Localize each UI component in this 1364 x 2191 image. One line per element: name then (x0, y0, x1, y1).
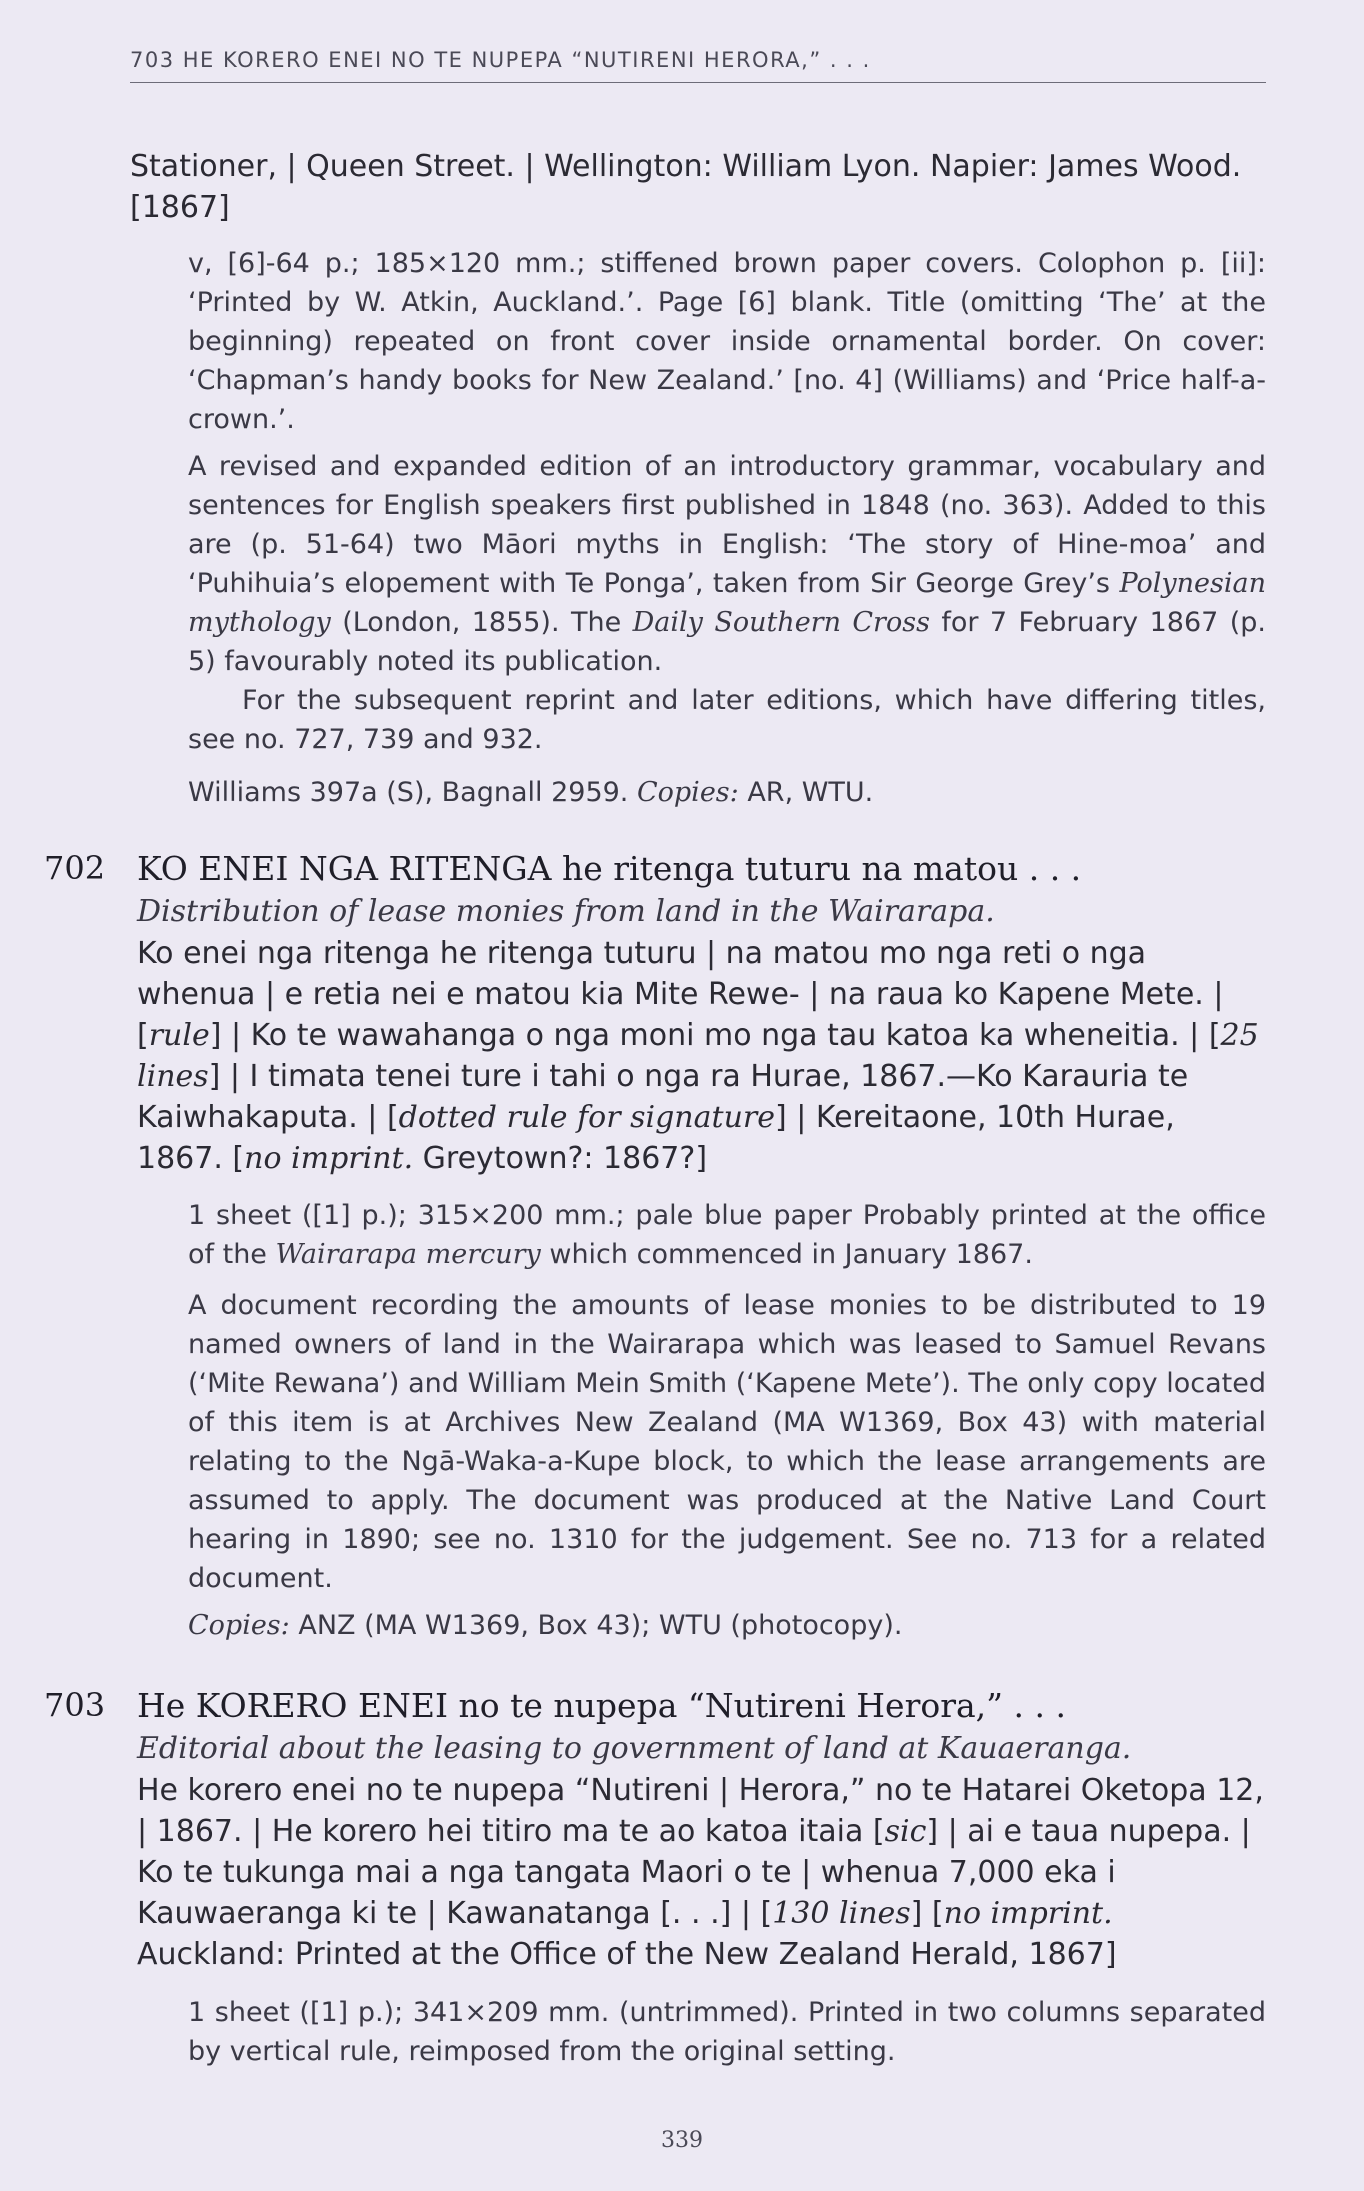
entry-703-description: Editorial about the leasing to government of land at Kauaeranga. (137, 1731, 1132, 1766)
entry-701-continuation: Stationer, | Queen Street. | Wellington: William Lyon. Napier: James Wood. [1867] (130, 149, 1242, 225)
entry-702-physical-description: 1 sheet ([1] p.); 315×200 mm.; pale blue paper Probably printed at the office of the Wairarapa mercury which commenced in January 1867. (188, 1200, 1266, 1270)
entry-702-title: KO ENEI NGA RITENGA he ritenga tuturu na matou . . . (137, 849, 1082, 888)
entry-703-physical-description: 1 sheet ([1] p.); 341×209 mm. (untrimmed). Printed in two columns separated by vertical rule, reimposed from the original setting. (188, 1997, 1266, 2067)
entry-703-transcription: He korero enei no te nupepa “Nutireni | Herora,” no te Hatarei Oketopa 12, | 1867. | He korero hei titiro ma te ao katoa itaia [sic] | ai e taua nupepa. | Ko te tukunga mai a nga tangata Maori o te | whenua 7,000 eka i Kauwaeranga ki te | Kawanatanga [. . .] | [130 lines] [no imprint. Auckland: Printed at the Office of the New Zealand Herald, 1867] (137, 1773, 1264, 1972)
entry-701-physical-description: v, [6]-64 p.; 185×120 mm.; stiffened brown paper covers. Colophon p. [ii]: ‘Printed by W. Atkin, Auckland.’. Page [6] blank. Title (omitting ‘The’ at the beginning) repeated on front cover inside ornamental border. On cover: ‘Chapman’s handy books for New Zealand.’ [no. 4] (Williams) and ‘Price half-a-crown.’. (188, 248, 1266, 435)
entry-703-number: 703 (44, 1686, 106, 1724)
entry-701-references: Williams 397a (S), Bagnall 2959. Copies: AR, WTU. (188, 777, 874, 808)
entry-701-note: A revised and expanded edition of an introductory grammar, vocabulary and sentences for English speakers first published in 1848 (no. 363). Added to this are (p. 51-64) two Māori myths in English: ‘The story of Hine-moa’ and ‘Puhihuia’s elopement with Te Ponga’, taken from Sir George Grey’s Polynesian mythology (London, 1855). The Daily Southern Cross for 7 February 1867 (p. 5) favourably noted its publication. (188, 451, 1266, 677)
entry-702-description: Distribution of lease monies from land in the Wairarapa. (137, 894, 995, 929)
entry-702-number: 702 (44, 849, 106, 887)
entry-702-transcription: Ko enei nga ritenga he ritenga tuturu | na matou mo nga reti o nga whenua | e retia nei e matou kia Mite Rewe- | na raua ko Kapene Mete. | [rule] | Ko te wawahanga o nga moni mo nga tau katoa ka wheneitia. | [25 lines] | I timata tenei ture i tahi o nga ra Hurae, 1867.—Ko Karauria te Kaiwhakaputa. | [dotted rule for signature] | Kereitaone, 10th Hurae, 1867. [no imprint. Greytown?: 1867?] (137, 936, 1259, 1176)
entry-702 (137, 847, 1267, 1179)
entry-701-subsequent-note: For the subsequent reprint and later editions, which have differing titles, see no. 727, 739 and 932. (188, 685, 1266, 755)
entry-703-title: He KORERO ENEI no te nupepa “Nutireni Herora,” . . . (137, 1686, 1066, 1725)
entry-703 (137, 1684, 1267, 1975)
entry-702-note: A document recording the amounts of lease monies to be distributed to 19 named owners of land in the Wairarapa which was leased to Samuel Revans (‘Mite Rewana’) and William Mein Smith (‘Kapene Mete’). The only copy located of this item is at Archives New Zealand (MA W1369, Box 43) with material relating to the Ngā-Waka-a-Kupe block, to which the lease arrangements are assumed to apply. The document was produced at the Native Land Court hearing in 1890; see no. 1310 for the judgement. See no. 713 for a related document. (188, 1290, 1266, 1594)
page-number: 339 (661, 2128, 703, 2153)
entry-702-copies: Copies: ANZ (MA W1369, Box 43); WTU (photocopy). (188, 1610, 903, 1641)
entry-701-notes (188, 447, 1266, 759)
running-head: 703 HE KORERO ENEI NO TE NUPEPA “NUTIRENI HERORA,” . . . (130, 48, 1266, 83)
